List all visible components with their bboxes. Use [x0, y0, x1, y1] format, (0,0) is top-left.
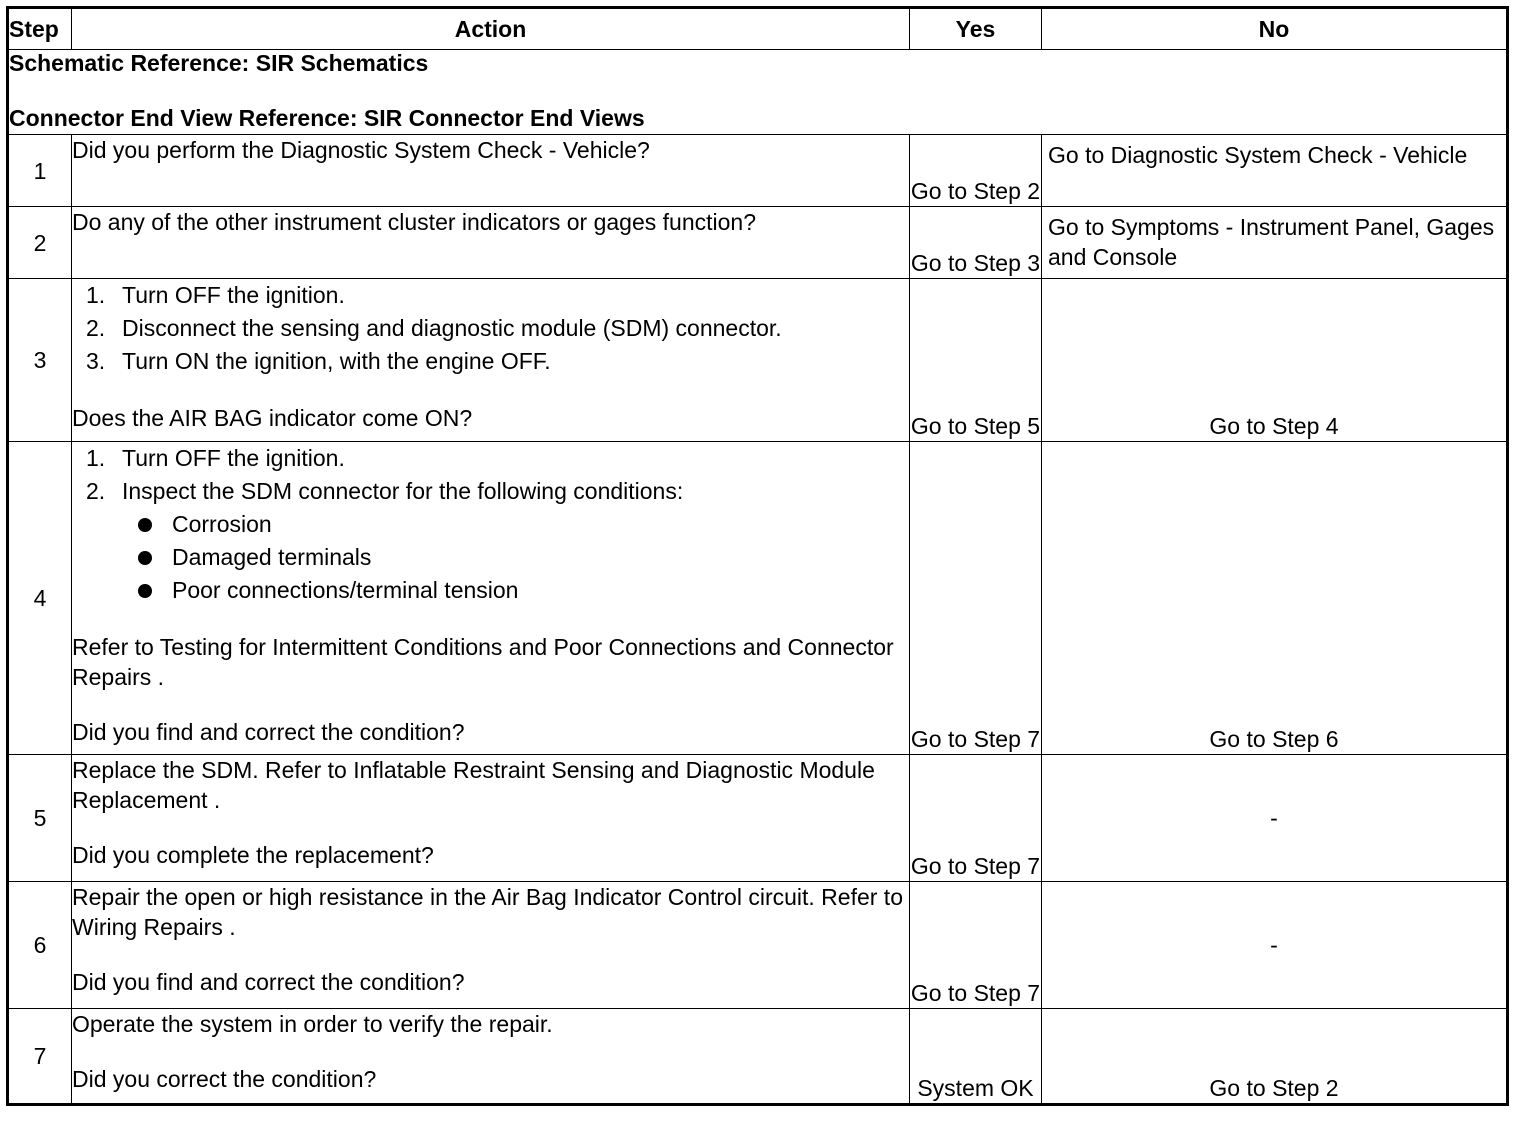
- action-cell: [72, 1009, 910, 1105]
- step-number: 1: [8, 135, 72, 207]
- step-number: 5: [8, 755, 72, 882]
- step-number: 3: [8, 279, 72, 442]
- yes-cell: Go to Step 7: [910, 882, 1042, 1009]
- action-text: Do any of the other instrument cluster indicators or gages function?: [72, 209, 756, 235]
- diagnostic-table: [6, 6, 1509, 1106]
- refer-text: Refer to Testing for Intermittent Conditions and Poor Connections and Connector Repairs .: [72, 634, 894, 690]
- question-text: Did you find and correct the condition?: [72, 719, 465, 745]
- question-text: Did you correct the condition?: [72, 1066, 377, 1092]
- action-cell: [72, 442, 910, 755]
- step-number: 6: [8, 882, 72, 1009]
- action-cell: [72, 135, 910, 207]
- list-item: 1. Turn OFF the ignition.: [86, 445, 345, 471]
- action-cell: [72, 882, 910, 1009]
- table-row: [8, 442, 1508, 755]
- action-cell: [72, 279, 910, 442]
- no-cell: -: [1042, 755, 1508, 882]
- action-text: Did you perform the Diagnostic System Check - Vehicle?: [72, 137, 650, 163]
- reference-cell: [8, 50, 1508, 135]
- list-item: 3. Turn ON the ignition, with the engine OFF.: [86, 348, 551, 374]
- action-cell: [72, 207, 910, 279]
- action-text: Replace the SDM. Refer to Inflatable Restraint Sensing and Diagnostic Module Replacement .: [72, 757, 875, 813]
- header-step: Step: [8, 8, 72, 50]
- table-row: [8, 882, 1508, 1009]
- no-cell: Go to Step 2: [1042, 1009, 1508, 1105]
- yes-cell: Go to Step 5: [910, 279, 1042, 442]
- connector-reference: Connector End View Reference: SIR Connector End Views: [9, 105, 645, 131]
- header-row: [8, 8, 1508, 50]
- list-item: Damaged terminals: [72, 541, 909, 574]
- no-cell: Go to Diagnostic System Check - Vehicle: [1042, 135, 1508, 207]
- no-cell: Go to Step 6: [1042, 442, 1508, 755]
- header-yes: Yes: [910, 8, 1042, 50]
- table-row: [8, 755, 1508, 882]
- bullet-icon: [138, 518, 152, 532]
- question-text: Does the AIR BAG indicator come ON?: [72, 405, 473, 431]
- table-row: [8, 207, 1508, 279]
- list-item: 2. Inspect the SDM connector for the following conditions:: [86, 478, 684, 504]
- list-item: Poor connections/terminal tension: [72, 574, 909, 607]
- no-cell: Go to Step 4: [1042, 279, 1508, 442]
- step-number: 2: [8, 207, 72, 279]
- table-row: [8, 1009, 1508, 1105]
- bullet-icon: [138, 551, 152, 565]
- reference-row: [8, 50, 1508, 135]
- header-no: No: [1042, 8, 1508, 50]
- yes-cell: Go to Step 7: [910, 442, 1042, 755]
- bullet-icon: [138, 584, 152, 598]
- no-cell: -: [1042, 882, 1508, 1009]
- yes-cell: System OK: [910, 1009, 1042, 1105]
- table-row: [8, 135, 1508, 207]
- condition-list: [72, 508, 909, 607]
- yes-cell: Go to Step 3: [910, 207, 1042, 279]
- step-number: 4: [8, 442, 72, 755]
- step-number: 7: [8, 1009, 72, 1105]
- list-item: 1. Turn OFF the ignition.: [86, 282, 345, 308]
- action-text: Operate the system in order to verify the repair.: [72, 1011, 553, 1037]
- header-action: Action: [72, 8, 910, 50]
- numbered-steps: [72, 442, 909, 508]
- schematic-reference: Schematic Reference: SIR Schematics: [9, 50, 429, 76]
- action-text: Repair the open or high resistance in the Air Bag Indicator Control circuit. Refer to Wiring Repairs .: [72, 884, 903, 940]
- no-cell: Go to Symptoms - Instrument Panel, Gages and Console: [1042, 207, 1508, 279]
- diagnostic-sheet: [6, 6, 1509, 1106]
- list-item: 2. Disconnect the sensing and diagnostic module (SDM) connector.: [86, 315, 782, 341]
- question-text: Did you complete the replacement?: [72, 842, 434, 868]
- question-text: Did you find and correct the condition?: [72, 969, 465, 995]
- list-item: Corrosion: [72, 508, 909, 541]
- yes-cell: Go to Step 2: [910, 135, 1042, 207]
- table-row: [8, 279, 1508, 442]
- action-cell: [72, 755, 910, 882]
- numbered-steps: [72, 279, 909, 378]
- yes-cell: Go to Step 7: [910, 755, 1042, 882]
